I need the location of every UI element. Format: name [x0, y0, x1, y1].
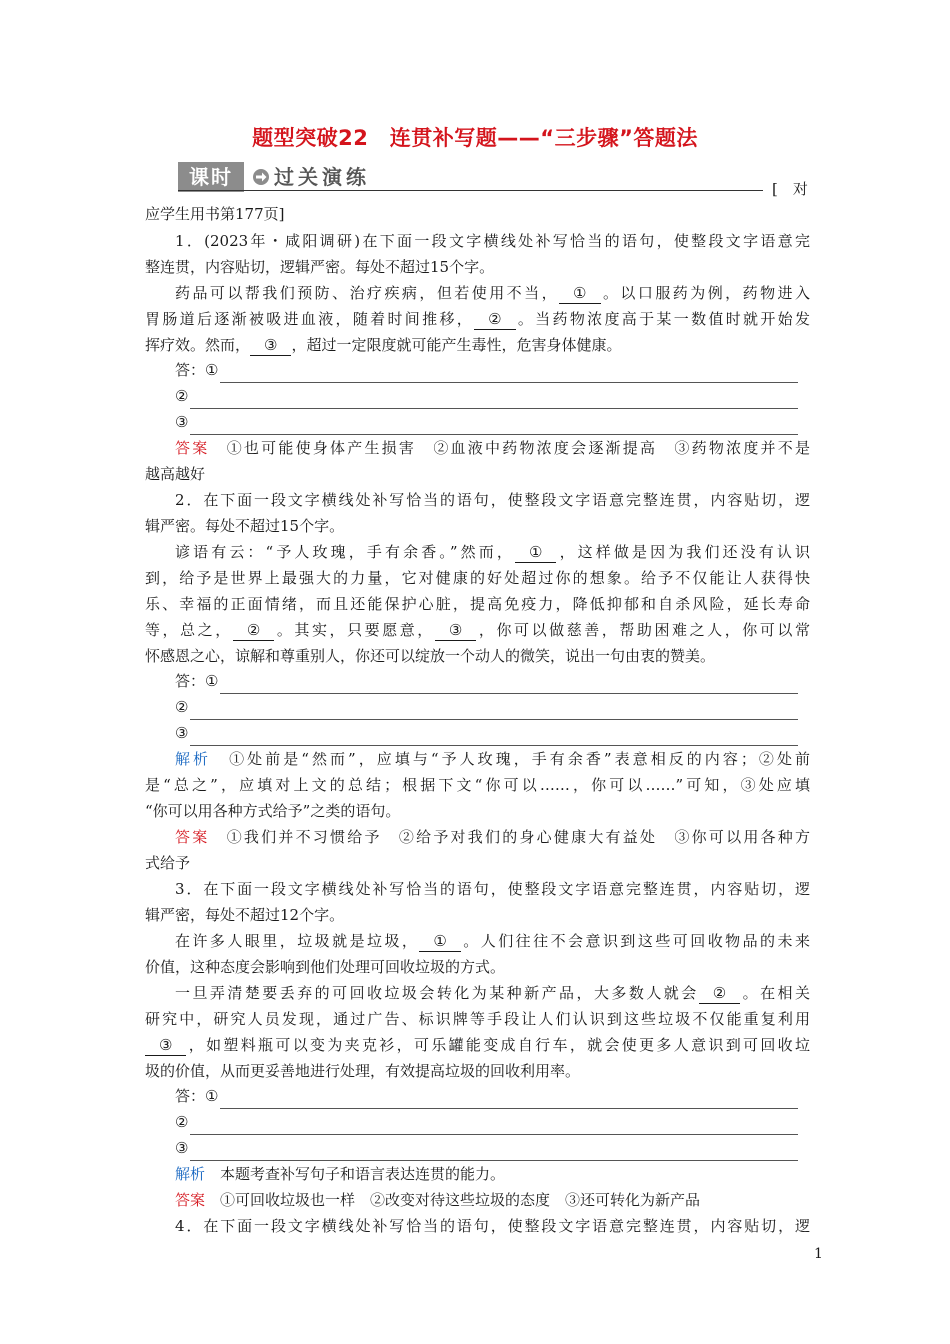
q2-passage-line1: 谚语有云：“予人玫瑰，手有余香。”然而， ① ，这样做是因为我们还没有认识	[175, 543, 810, 561]
q2-intro-line1: 2．在下面一段文字横线处补写恰当的语句，使整段文字语意完整连贯，内容贴切，逻	[175, 491, 810, 509]
q3-passage-line1: 在许多人眼里，垃圾就是垃圾， ① 。人们往往不会意识到这些可回收物品的未来	[175, 932, 810, 950]
q1-passage-line3: 挥疗效。然而， ③ ，超过一定限度就可能产生毒性，危害身体健康。	[145, 336, 622, 354]
q1-passage-line1: 药品可以帮我们预防、治疗疾病，但若使用不当， ① 。以口服药为例，药物进入	[175, 284, 810, 302]
q3-intro-line2: 辑严密，每处不超过12个字。	[145, 906, 345, 924]
banner-label: 过关演练	[274, 165, 370, 189]
q4-intro-line1: 4．在下面一段文字横线处补写恰当的语句，使整段文字语意完整连贯，内容贴切，逻	[175, 1217, 810, 1235]
page-number: 1	[814, 1246, 823, 1262]
blank-2: ②	[233, 620, 274, 641]
q3-passage-line3: 一旦弄清楚要丢弃的可回收垃圾会转化为某种新产品，大多数人就会 ② 。在相关	[175, 984, 810, 1002]
blank-1: ①	[515, 542, 556, 563]
q1-answer-line-2[interactable]: ②	[175, 383, 798, 409]
q3-answer-line-3[interactable]: ③	[175, 1135, 798, 1161]
q2-analysis-cont2: “你可以用各种方式给予”之类的语句。	[145, 802, 401, 820]
blank-2: ②	[474, 309, 515, 330]
q1-answer-cont: 越高越好	[145, 465, 206, 483]
q1-answer-line-3[interactable]: ③	[175, 409, 798, 435]
q2-answer-line-1[interactable]: 答： ①	[175, 668, 798, 694]
q1-answer: 答案 ①也可能使身体产生损害 ②血液中药物浓度会逐渐提高 ③药物浓度并不是	[175, 439, 810, 457]
q3-passage-line5: ③ ，如塑料瓶可以变为夹克衫，可乐罐能变成自行车，就会使更多人意识到可回收垃	[145, 1032, 810, 1058]
arrow-right-icon	[252, 168, 270, 186]
q2-intro-line2: 辑严密。每处不超过15个字。	[145, 517, 345, 535]
q2-analysis-cont1: 是“总之”，应填对上文的总结；根据下文“你可以……，你可以……”可知，③处应填	[145, 776, 810, 794]
book-reference-part2: 应学生用书第177页]	[145, 205, 285, 223]
q3-analysis: 解析 本题考查补写句子和语言表达连贯的能力。	[175, 1165, 506, 1183]
q3-passage-line6: 圾的价值，从而更妥善地进行处理，有效提高垃圾的回收利用率。	[145, 1062, 581, 1080]
q2-answer-cont: 式给予	[145, 854, 191, 872]
q3-passage-line4: 研究中，研究人员发现，通过广告、标识牌等手段让人们认识到这些垃圾不仅能重复利用	[145, 1010, 810, 1028]
blank-1: ①	[559, 283, 600, 304]
q3-answer-line-2[interactable]: ②	[175, 1109, 798, 1135]
q2-analysis: 解析 ①处前是“然而”，应填与“予人玫瑰，手有余香”表意相反的内容；②处前	[175, 750, 810, 768]
q1-answer-line-1[interactable]: 答： ①	[175, 357, 798, 383]
banner-rule	[178, 190, 763, 191]
q2-passage-line4: 等，总之， ② 。其实，只要愿意， ③ ，你可以做慈善，帮助困难之人，你可以常	[145, 621, 810, 639]
q1-intro-line1: 1．(2023年・咸阳调研)在下面一段文字横线处补写恰当的语句，使整段文字语意完	[175, 232, 810, 250]
blank-3: ③	[250, 335, 291, 356]
q2-answer: 答案 ①我们并不习惯给予 ②给予对我们的身心健康大有益处 ③你可以用各种方	[175, 828, 810, 846]
q2-answer-line-3[interactable]: ③	[175, 720, 798, 746]
banner-lesson-box: 课时	[178, 162, 244, 192]
q2-answer-line-2[interactable]: ②	[175, 694, 798, 720]
blank-2: ②	[699, 983, 740, 1004]
q2-passage-line3: 乐、幸福的正面情绪，而且还能保护心脏，提高免疫力，降低抑郁和自杀风险，延长寿命	[145, 595, 810, 613]
q3-intro-line1: 3．在下面一段文字横线处补写恰当的语句，使整段文字语意完整连贯，内容贴切，逻	[175, 880, 810, 898]
page-title: 题型突破22 连贯补写题——“三步骤”答题法	[252, 126, 698, 150]
book-reference-part1: [ 对	[772, 180, 808, 198]
blank-3: ③	[435, 620, 476, 641]
blank-1: ①	[419, 931, 460, 952]
q3-answer: 答案 ①可回收垃圾也一样 ②改变对待这些垃圾的态度 ③还可转化为新产品	[175, 1191, 701, 1209]
blank-3: ③	[145, 1035, 186, 1056]
q2-passage-line2: 到，给予是世界上最强大的力量，它对健康的好处超过你的想象。给予不仅能让人获得快	[145, 569, 810, 587]
q3-passage-line2: 价值，这种态度会影响到他们处理可回收垃圾的方式。	[145, 958, 506, 976]
q3-answer-line-1[interactable]: 答： ①	[175, 1083, 798, 1109]
q1-passage-line2: 胃肠道后逐渐被吸进血液，随着时间推移， ② 。当药物浓度高于某一数值时就开始发	[145, 310, 810, 328]
q1-intro-line2: 整连贯，内容贴切，逻辑严密。每处不超过15个字。	[145, 258, 495, 276]
q2-passage-line5: 怀感恩之心，谅解和尊重别人，你还可以绽放一个动人的微笑，说出一句由衷的赞美。	[145, 647, 716, 665]
